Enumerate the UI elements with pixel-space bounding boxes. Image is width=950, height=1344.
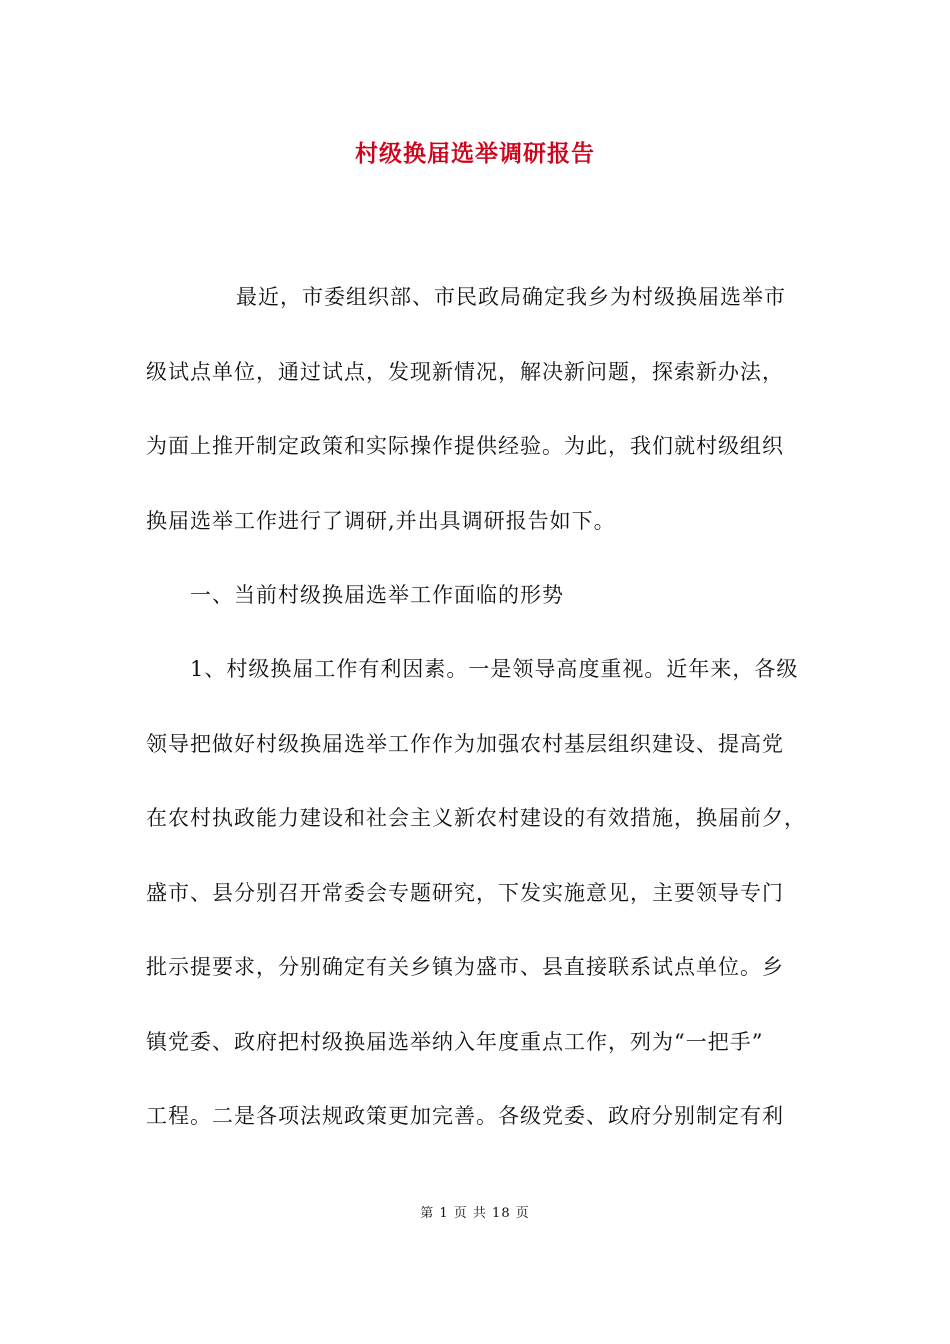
paragraph-line: 工程。二是各项法规政策更加完善。各级党委、政府分别制定有利	[146, 1104, 784, 1128]
paragraph-line: 盛市、县分别召开常委会专题研究，下发实施意见，主要领导专门	[146, 881, 784, 905]
paragraph-line: 最近，市委组织部、市民政局确定我乡为村级换届选举市	[236, 285, 786, 309]
paragraph-line: 领导把做好村级换届选举工作作为加强农村基层组织建设、提高党	[146, 732, 784, 756]
paragraph-line: 级试点单位，通过试点，发现新情况，解决新问题，探索新办法，	[146, 360, 784, 384]
paragraph-line: 镇党委、政府把村级换届选举纳入年度重点工作，列为“一把手”	[146, 1030, 764, 1054]
paragraph-line: 换届选举工作进行了调研,并出具调研报告如下。	[146, 509, 616, 533]
paragraph-line: 1、村级换届工作有利因素。一是领导高度重视。近年来，各级	[190, 657, 799, 681]
page-number-footer: 第 1 页 共 18 页	[420, 1206, 530, 1221]
paragraph-line: 批示提要求，分别确定有关乡镇为盛市、县直接联系试点单位。乡	[146, 955, 784, 979]
paragraph-line: 在农村执政能力建设和社会主义新农村建设的有效措施，换届前夕，	[146, 806, 806, 830]
section-heading: 一、当前村级换届选举工作面临的形势	[190, 583, 564, 607]
document-title: 村级换届选举调研报告	[355, 140, 595, 167]
paragraph-line: 为面上推开制定政策和实际操作提供经验。为此，我们就村级组织	[146, 434, 784, 458]
